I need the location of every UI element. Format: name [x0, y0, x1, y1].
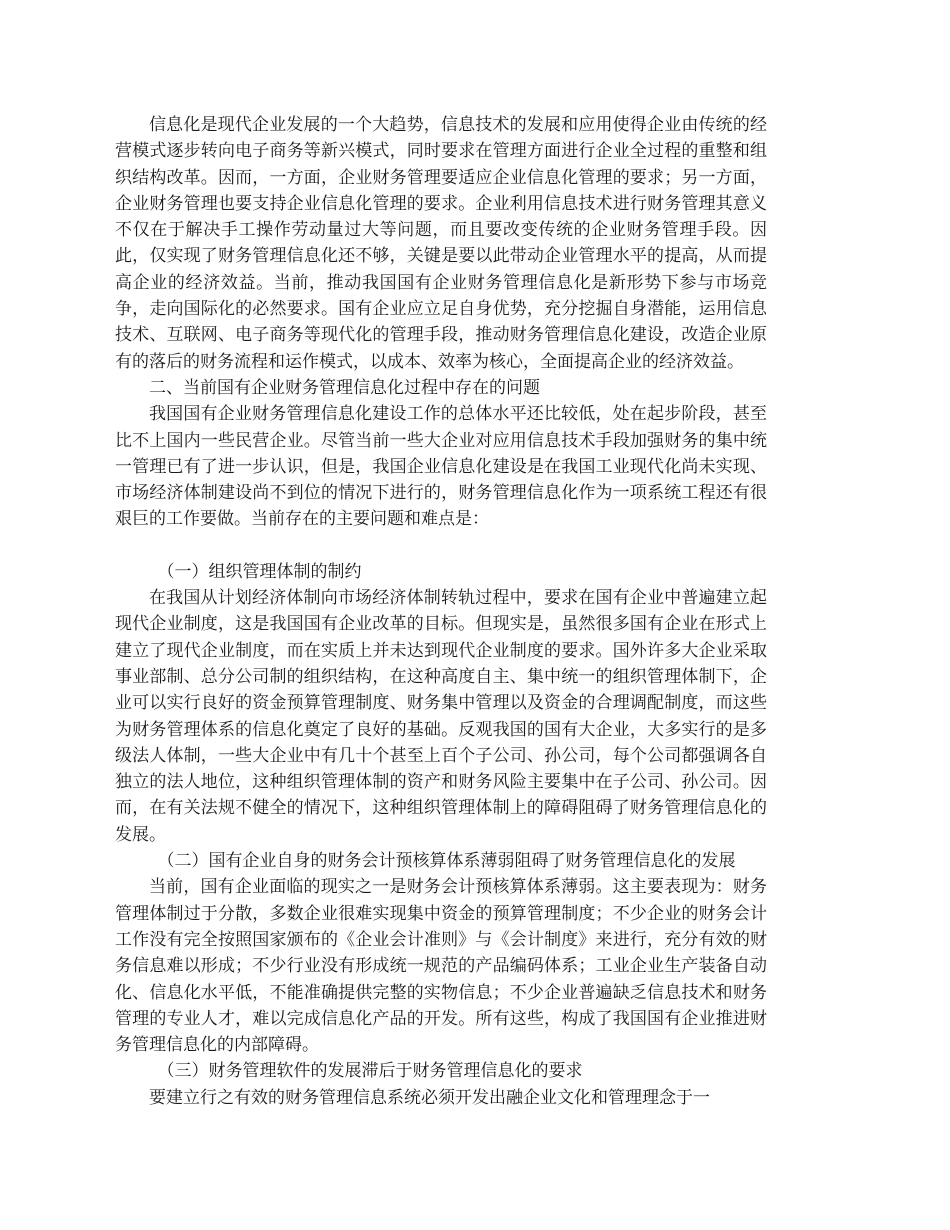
subheading-organization: （一）组织管理体制的制约: [157, 561, 362, 582]
accounting-paragraph: 当前，国有企业面临的现实之一是财务会计预核算体系薄弱。这主要表现为：财务管理体制过于分散，多数企业很难实现集中资金的预算管理制度；不少企业的财务会计工作没有完全按照国家颁布的《企业会计准则》与《会计制度》来进行，充分有效的财务信息难以形成；不少行业没有形成统一规范的产品编码体系；工业企业生产装备自动化、信息化水平低，不能准确提供完整的实物信息；不少企业普遍缺乏信息技术和财务管理的专业人才，难以完成信息化产品的开发。所有这些，构成了我国国有企业推进财务管理信息化的内部障碍。: [115, 877, 767, 1056]
intro-paragraph: 信息化是现代企业发展的一个大趋势，信息技术的发展和应用使得企业由传统的经营模式逐步转向电子商务等新兴模式，同时要求在管理方面进行企业全过程的重整和组织结构改革。因而，一方面，企业财务管理要适应企业信息化管理的要求；另一方面，企业财务管理也要支持企业信息化管理的要求。企业利用信息技术进行财务管理其意义不仅在于解决手工操作劳动量过大等问题，而且要改变传统的企业财务管理手段。因此，仅实现了财务管理信息化还不够，关键是要以此带动企业管理水平的提高，从而提高企业的经济效益。当前，推动我国国有企业财务管理信息化是新形势下参与市场竞争，走向国际化的必然要求。国有企业应立足自身优势，充分挖掘自身潜能，运用信息技术、互联网、电子商务等现代化的管理手段，推动财务管理信息化建设，改造企业原有的落后的财务流程和运作模式，以成本、效率为核心，全面提高企业的经济效益。: [115, 115, 767, 372]
subheading-accounting: （二）国有企业自身的财务会计预核算体系薄弱阻碍了财务管理信息化的发展: [157, 851, 736, 872]
document-page: [115, 112, 767, 1111]
organization-paragraph: 在我国从计划经济体制向市场经济体制转轨过程中，要求在国有企业中普遍建立起现代企业制度，这是我国国有企业改革的目标。但现实是，虽然很多国有企业在形式上建立了现代企业制度，而在实质上并未达到现代企业制度的要求。国外许多大企业采取事业部制、总分公司制的组织结构，在这种高度自主、集中统一的组织管理体制下，企业可以实行良好的资金预算管理制度、财务集中管理以及资金的合理调配制度，而这些为财务管理体系的信息化奠定了良好的基础。反观我国的国有大企业，大多实行的是多级法人体制，一些大企业中有几十个甚至上百个子公司、孙公司，每个公司都强调各自独立的法人地位，这种组织管理体制的资产和财务风险主要集中在子公司、孙公司。因而，在有关法规不健全的情况下，这种组织管理体制上的障碍阻碍了财务管理信息化的发展。: [115, 588, 767, 845]
subheading-software: （三）财务管理软件的发展滞后于财务管理信息化的要求: [157, 1061, 583, 1082]
section-heading-problems: 二、当前国有企业财务管理信息化过程中存在的问题: [149, 377, 540, 398]
software-paragraph: 要建立行之有效的财务管理信息系统必须开发出融企业文化和管理理念于一: [149, 1087, 710, 1108]
blank-line: [115, 533, 767, 559]
problems-paragraph: 我国国有企业财务管理信息化建设工作的总体水平还比较低，处在起步阶段，甚至比不上国内一些民营企业。尽管当前一些大企业对应用信息技术手段加强财务的集中统一管理已有了进一步认识，但是，我国企业信息化建设是在我国工业现代化尚未实现、市场经济体制建设尚不到位的情况下进行的，财务管理信息化作为一项系统工程还有很艰巨的工作要做。当前存在的主要问题和难点是：: [115, 404, 767, 530]
